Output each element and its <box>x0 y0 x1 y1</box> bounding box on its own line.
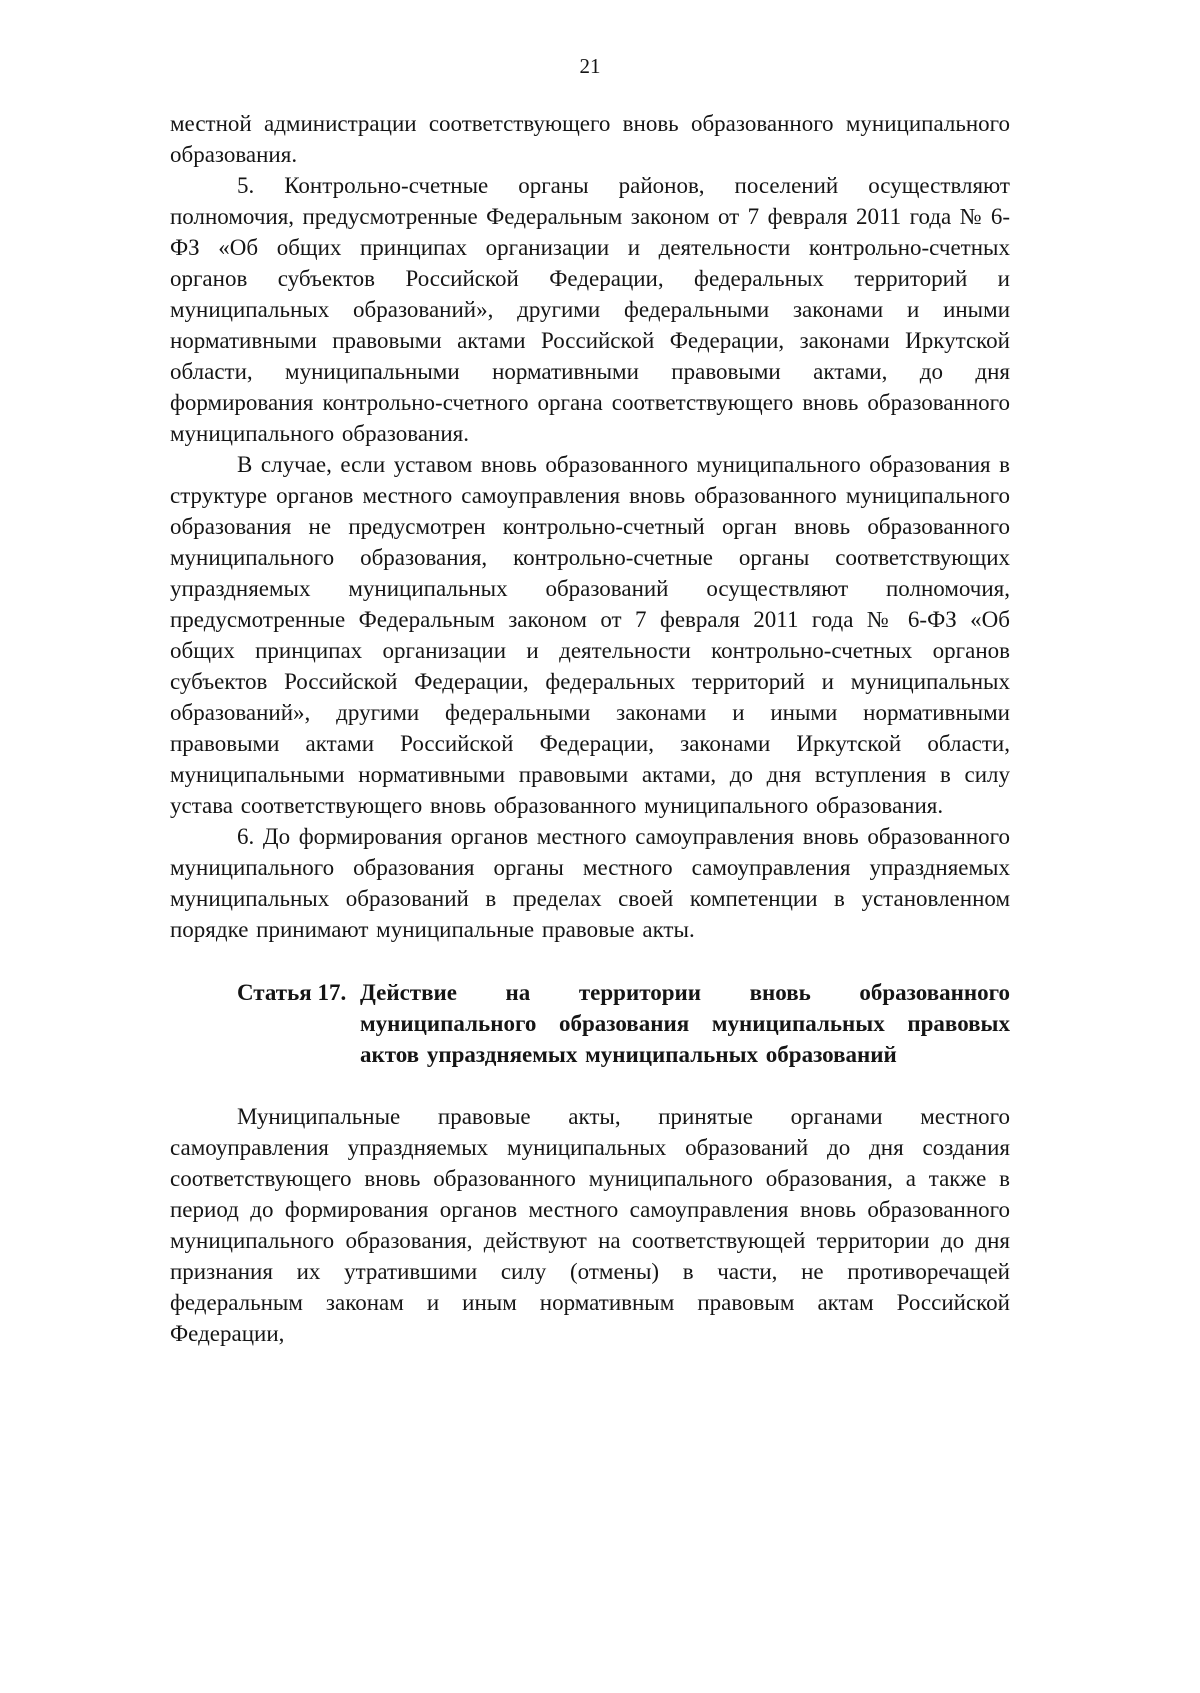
article-number-label: Статья 17. <box>237 980 347 1005</box>
paragraph-item-6: 6. До формирования органов местного самоуправления вновь образованного муниципального образования органы местного самоуправления упраздняемых муниципальных образований в пределах своей компетенции в установленном порядке принимают муниципальные правовые акты. <box>170 824 1010 942</box>
page-number: 21 <box>579 54 601 78</box>
paragraph-municipal-acts: Муниципальные правовые акты, принятые органами местного самоуправления упраздняемых муниципальных образований до дня создания соответствующего вновь образованного муниципального образования, а также в период до формирования органов местного самоуправления вновь образованного муниципального образования, действуют на соответствующей территории до дня признания их утратившими силу (отмены) в части, не противоречащей федеральным законам и иным нормативным правовым актам Российской Федерации, <box>170 1104 1010 1346</box>
paragraph-item-5: 5. Контрольно-счетные органы районов, поселений осуществляют полномочия, предусмотренные Федеральным законом от 7 февраля 2011 года № 6-ФЗ «Об общих принципах организации и деятельности контрольно-счетных органов субъектов Российской Федерации, федеральных территорий и муниципальных образований», другими федеральными законами и иными нормативными правовыми актами Российской Федерации, законами Иркутской области, муниципальными нормативными правовыми актами, до дня формирования контрольно-счетного органа соответствующего вновь образованного муниципального образования. <box>170 173 1010 446</box>
paragraph-case-clause: В случае, если уставом вновь образованного муниципального образования в структуре органов местного самоуправления вновь образованного муниципального образования не предусмотрен контрольно-счетный орган вновь образованного муниципального образования, контрольно-счетные органы соответствующих упраздняемых муниципальных образований осуществляют полномочия, предусмотренные Федеральным законом от 7 февраля 2011 года № 6-ФЗ «Об общих принципах организации и деятельности контрольно-счетных органов субъектов Российской Федерации, федеральных территорий и муниципальных образований», другими федеральными законами и иными нормативными правовыми актами Российской Федерации, законами Иркутской области, муниципальными нормативными правовыми актами, до дня вступления в силу устава соответствующего вновь образованного муниципального образования. <box>170 452 1010 818</box>
article-heading <box>170 977 1010 1070</box>
article-title: Действие на территории вновь образованного муниципального образования муниципальных правовых актов упраздняемых муниципальных образований <box>360 980 1010 1067</box>
paragraph-continuation: местной администрации соответствующего вновь образованного муниципального образования. <box>170 111 1010 167</box>
